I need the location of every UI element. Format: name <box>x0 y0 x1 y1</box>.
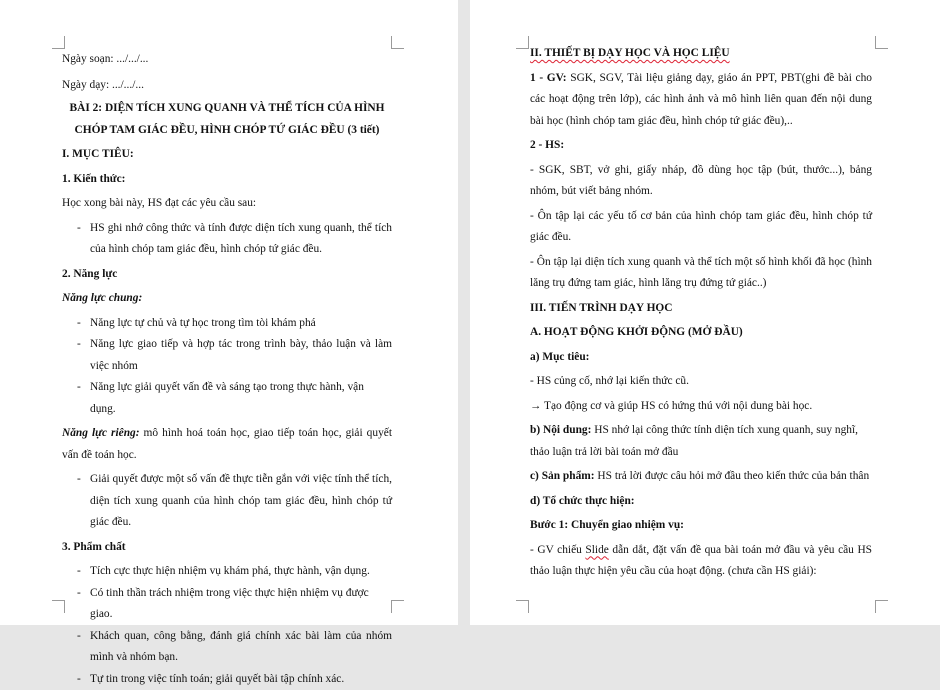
knowledge-item: - HS ghi nhớ công thức và tính được diện tích xung quanh, thể tích của hình chóp tam giác đều, hình chóp tứ giác đều. <box>62 218 392 261</box>
quality-item: - Khách quan, công bằng, đánh giá chính xác bài làm của nhóm mình và nhóm bạn. <box>62 626 392 669</box>
date-prep: Ngày soạn: .../.../... <box>62 49 392 71</box>
date-teach: Ngày dạy: .../.../... <box>62 75 392 97</box>
content-paragraph <box>530 420 872 463</box>
document-page-right <box>470 0 940 625</box>
teacher-label: 1 - GV: <box>530 72 567 84</box>
specific-competence-item: - Giải quyết được một số vấn đề thực tiễn gắn với việc tính thể tích, diện tích xung quanh của hình chóp tam giác đều, hình chóp tứ giác đều. <box>62 469 392 534</box>
objective-item: → Tạo động cơ và giúp HS có hứng thú với nội dung bài học. <box>530 396 872 418</box>
activity-a-heading: A. HOẠT ĐỘNG KHỞI ĐỘNG (MỞ ĐẦU) <box>530 322 872 344</box>
margin-mark-bottom-left <box>516 600 529 613</box>
content-text: HS nhớ lại công thức tính diện tích xung quanh, suy nghĩ, thảo luận trả lời bài toán mở đầu <box>530 424 858 458</box>
quality-item: - Tích cực thực hiện nhiệm vụ khám phá, thực hành, vận dụng. <box>62 561 392 583</box>
product-label: c) Sản phẩm: <box>530 470 595 482</box>
specific-competence-text: mô hình hoá toán học, giao tiếp toán học, giải quyết vấn đề toán học. <box>62 427 392 461</box>
margin-mark-top-right <box>875 36 888 49</box>
teacher-task <box>530 540 872 583</box>
product-text: HS trả lời được câu hỏi mở đầu theo kiến thức của bản thân <box>595 470 870 482</box>
general-competence-item: - Năng lực giải quyết vấn đề và sáng tạo trong thực hành, vận dụng. <box>62 377 392 420</box>
margin-mark-top-left <box>516 36 529 49</box>
teacher-task-pre: - GV chiếu <box>530 544 585 556</box>
margin-mark-bottom-right <box>391 600 404 613</box>
heading-competence: 2. Năng lực <box>62 264 392 286</box>
document-page-left <box>0 0 458 625</box>
page-left-content <box>62 49 392 690</box>
product-paragraph <box>530 466 872 488</box>
general-competence-item: - Năng lực giao tiếp và hợp tác trong trình bày, thảo luận và làm việc nhóm <box>62 334 392 377</box>
heading-general-competence: Năng lực chung: <box>62 288 392 310</box>
quality-item: - Có tinh thần trách nhiệm trong việc thực hiện nhiệm vụ được giao. <box>62 583 392 626</box>
step1-heading: Bước 1: Chuyển giao nhiệm vụ: <box>530 515 872 537</box>
lesson-title-line2: CHÓP TAM GIÁC ĐỀU, HÌNH CHÓP TỨ GIÁC ĐỀU (3 tiết) <box>62 120 392 142</box>
objective-item: - HS củng cố, nhớ lại kiến thức cũ. <box>530 371 872 393</box>
heading-qualities: 3. Phẩm chất <box>62 537 392 559</box>
student-label: 2 - HS: <box>530 135 872 157</box>
margin-mark-top-right <box>391 36 404 49</box>
section-equipment: II. THIẾT BỊ DẠY HỌC VÀ HỌC LIỆU <box>530 43 872 65</box>
teacher-materials <box>530 68 872 133</box>
teacher-task-post: dẫn dắt, đặt vấn đề qua bài toán mở đầu và yêu cầu HS thảo luận thực hiện yêu cầu của hoạt động. (chưa cần HS giải): <box>530 544 872 578</box>
section-objectives: I. MỤC TIÊU: <box>62 144 392 166</box>
general-competence-item: - Năng lực tự chủ và tự học trong tìm tòi khám phá <box>62 313 392 335</box>
page-right-content <box>530 43 872 583</box>
knowledge-intro: Học xong bài này, HS đạt các yêu cầu sau: <box>62 193 392 215</box>
student-item: - Ôn tập lại các yếu tố cơ bản của hình chóp tam giác đều, hình chóp tứ giác đều. <box>530 206 872 249</box>
organization-label: d) Tổ chức thực hiện: <box>530 491 872 513</box>
teacher-materials-text: SGK, SGV, Tài liệu giảng dạy, giáo án PPT, PBT(ghi đề bài cho các hoạt động trên lớp), các hình ảnh và mô hình liên quan đến nội dung bài học (hình chóp tam giác đều, hình chóp tứ giác đều),.. <box>530 72 872 127</box>
objective-label: a) Mục tiêu: <box>530 347 872 369</box>
margin-mark-top-left <box>52 36 65 49</box>
student-item: - Ôn tập lại diện tích xung quanh và thể tích một số hình khối đã học (hình lăng trụ đứng tam giác, hình lăng trụ đứng tứ giác..) <box>530 252 872 295</box>
heading-knowledge: 1. Kiến thức: <box>62 169 392 191</box>
lesson-title-line1: BÀI 2: DIỆN TÍCH XUNG QUANH VÀ THỂ TÍCH CỦA HÌNH <box>62 98 392 120</box>
content-label: b) Nội dung: <box>530 424 591 436</box>
margin-mark-bottom-right <box>875 600 888 613</box>
quality-item: - Tự tin trong việc tính toán; giải quyết bài tập chính xác. <box>62 669 392 690</box>
student-item: - SGK, SBT, vở ghi, giấy nháp, đồ dùng học tập (bút, thước...), bảng nhóm, bút viết bảng nhóm. <box>530 160 872 203</box>
section-process: III. TIẾN TRÌNH DẠY HỌC <box>530 298 872 320</box>
specific-competence <box>62 423 392 466</box>
slide-word: Slide <box>585 544 608 556</box>
specific-competence-label: Năng lực riêng: <box>62 427 140 439</box>
